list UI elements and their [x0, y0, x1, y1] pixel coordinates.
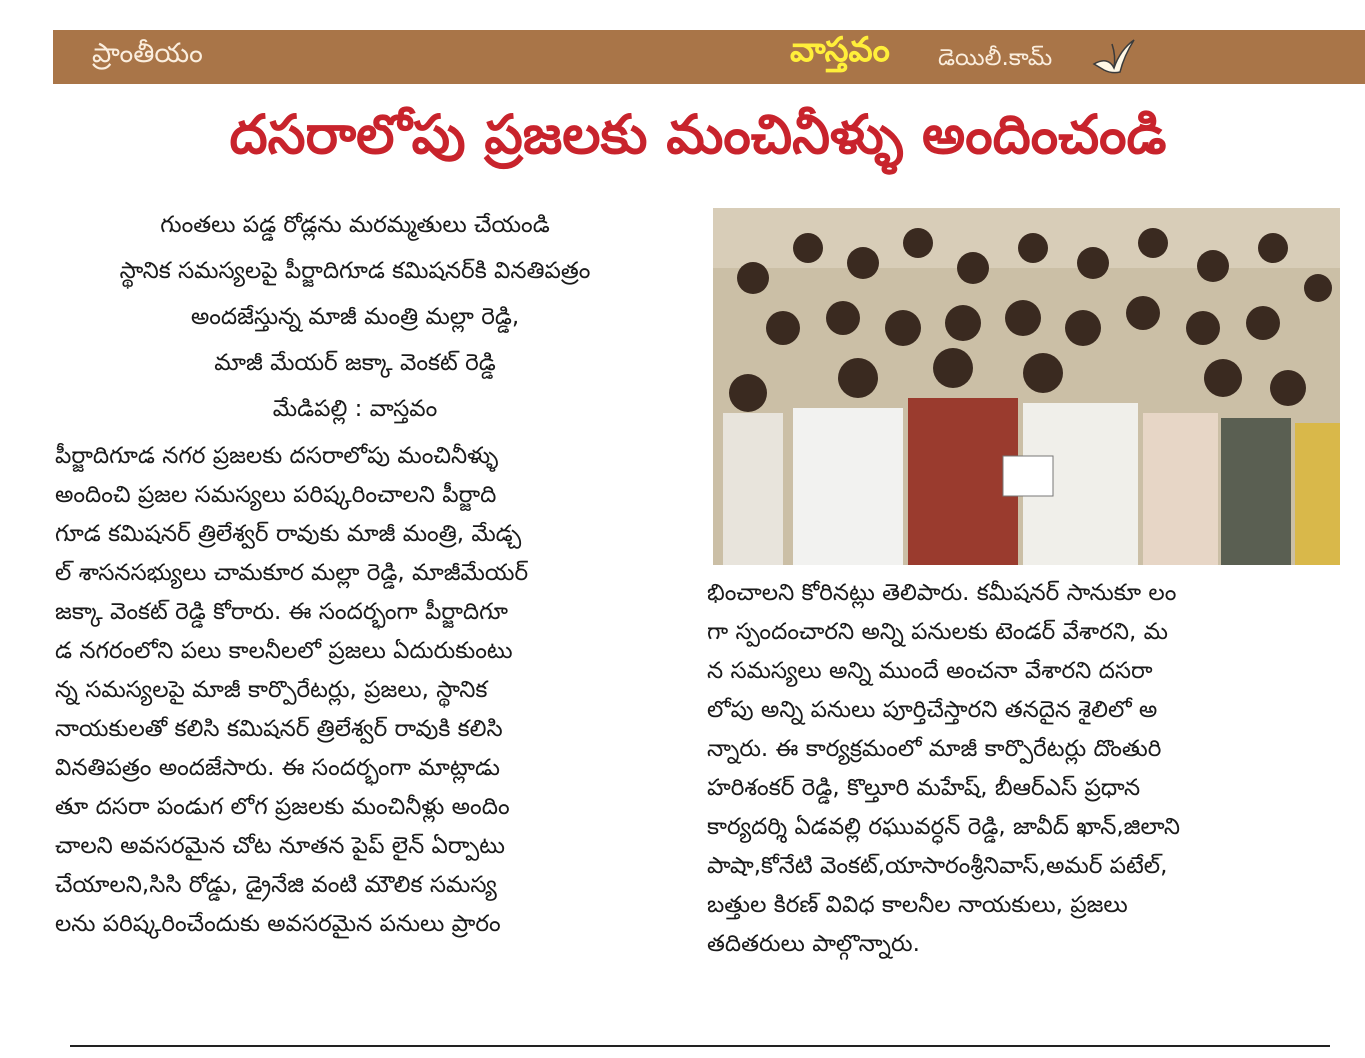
- body-line: కార్యదర్శి ఏడవల్లి రఘువర్ధన్ రెడ్డి, జావీద్ ఖాన్,జిలాని: [707, 814, 1180, 840]
- body-line: చేయాలని,సిసి రోడ్డు, డ్రైనేజి వంటి మౌలిక సమస్య: [55, 872, 497, 898]
- subhead-line: అందజేస్తున్న మాజీ మంత్రి మల్లా రెడ్డి,: [190, 304, 520, 330]
- body-line: గూడ కమిషనర్ త్రిలేశ్వర్ రావుకు మాజీ మంత్రి, మేడ్చ: [55, 521, 522, 547]
- brand-name: వాస్తవం: [790, 30, 890, 70]
- body-line: చాలని అవసరమైన చోట నూతన పైప్ లైన్ ఏర్పాటు: [55, 833, 505, 859]
- bird-logo-icon: [1090, 34, 1136, 80]
- subhead-line: మాజీ మేయర్ జక్కా వెంకట్ రెడ్డి: [214, 350, 496, 376]
- headline: దసరాలోపు ప్రజలకు మంచినీళ్ళు అందించండి: [229, 103, 1167, 166]
- body-line: తదితరులు పాల్గొన్నారు.: [707, 931, 920, 957]
- body-line: పీర్జాదిగూడ నగర ప్రజలకు దసరాలోపు మంచినీళ్ళు: [55, 443, 499, 469]
- body-line: భించాలని కోరినట్లు తెలిపారు. కమీషనర్ సానుకూ లం: [707, 580, 1177, 606]
- news-photo: [713, 208, 1340, 565]
- body-line: లోపు అన్ని పనులు పూర్తిచేస్తారని తనదైన శైలిలో అ: [707, 697, 1158, 723]
- article-body-left: [55, 437, 685, 944]
- body-line: ల్ శాసనసభ్యులు చామకూర మల్లా రెడ్డి, మాజీమేయర్: [55, 560, 529, 586]
- body-line: వినతిపత్రం అందజేసారు. ఈ సందర్భంగా మాట్లాడు: [55, 755, 501, 781]
- body-line: గా స్పందంచారని అన్ని పనులకు టెండర్ వేశారని, మ: [707, 619, 1168, 645]
- body-line: బత్తుల కిరణ్ వివిధ కాలనీల నాయకులు, ప్రజలు: [707, 892, 1128, 918]
- body-line: పాషా,కోనేటి వెంకట్,యాసారంశ్రీనివాస్,అమర్ పటేల్,: [707, 853, 1168, 879]
- body-line: న సమస్యలు అన్ని ముందే అంచనా వేశారని దసరా: [707, 658, 1153, 684]
- section-label: ప్రాంతీయం: [92, 38, 203, 69]
- body-line: జక్కా వెంకట్ రెడ్డి కోరారు. ఈ సందర్భంగా పీర్జాదిగూ: [55, 599, 508, 625]
- article-body-right: [707, 574, 1347, 964]
- subhead-line: గుంతలు పడ్డ రోడ్లను మరమ్మతులు చేయండి: [160, 212, 550, 238]
- body-line: తూ దసరా పండుగ లోగ ప్రజలకు మంచినీళ్లు అందిం: [55, 794, 510, 820]
- dateline: మేడిపల్లి : వాస్తవం: [272, 396, 438, 422]
- subhead-line: స్థానిక సమస్యలపై పీర్జాదిగూడ కమిషనర్‌కి వినతిపత్రం: [119, 258, 591, 284]
- body-line: హరిశంకర్ రెడ్డి, కొల్తూరి మహేష్, బీఆర్ఎస్ ప్రధాన: [707, 775, 1141, 801]
- body-line: న్న సమస్యలపై మాజీ కార్పొరేటర్లు, ప్రజలు, స్థానిక: [55, 677, 488, 703]
- header-band: [53, 30, 1365, 84]
- body-line: నాయకులతో కలిసి కమిషనర్ త్రిలేశ్వర్ రావుకి కలిసి: [55, 716, 503, 742]
- group-photo-illustration: [713, 208, 1340, 565]
- body-line: న్నారు. ఈ కార్యక్రమంలో మాజీ కార్పొరేటర్లు దొంతురి: [707, 736, 1162, 762]
- brand-site: డెయిలీ.కామ్: [938, 45, 1053, 71]
- bottom-rule: [70, 1045, 1330, 1047]
- body-line: డ నగరంలోని పలు కాలనీలలో ప్రజలు ఏదురుకుంటు: [55, 638, 513, 664]
- body-line: అందించి ప్రజల సమస్యలు పరిష్కరించాలని పీర్జాది: [55, 482, 497, 508]
- body-line: లను పరిష్కరించేందుకు అవసరమైన పనులు ప్రారం: [55, 911, 501, 937]
